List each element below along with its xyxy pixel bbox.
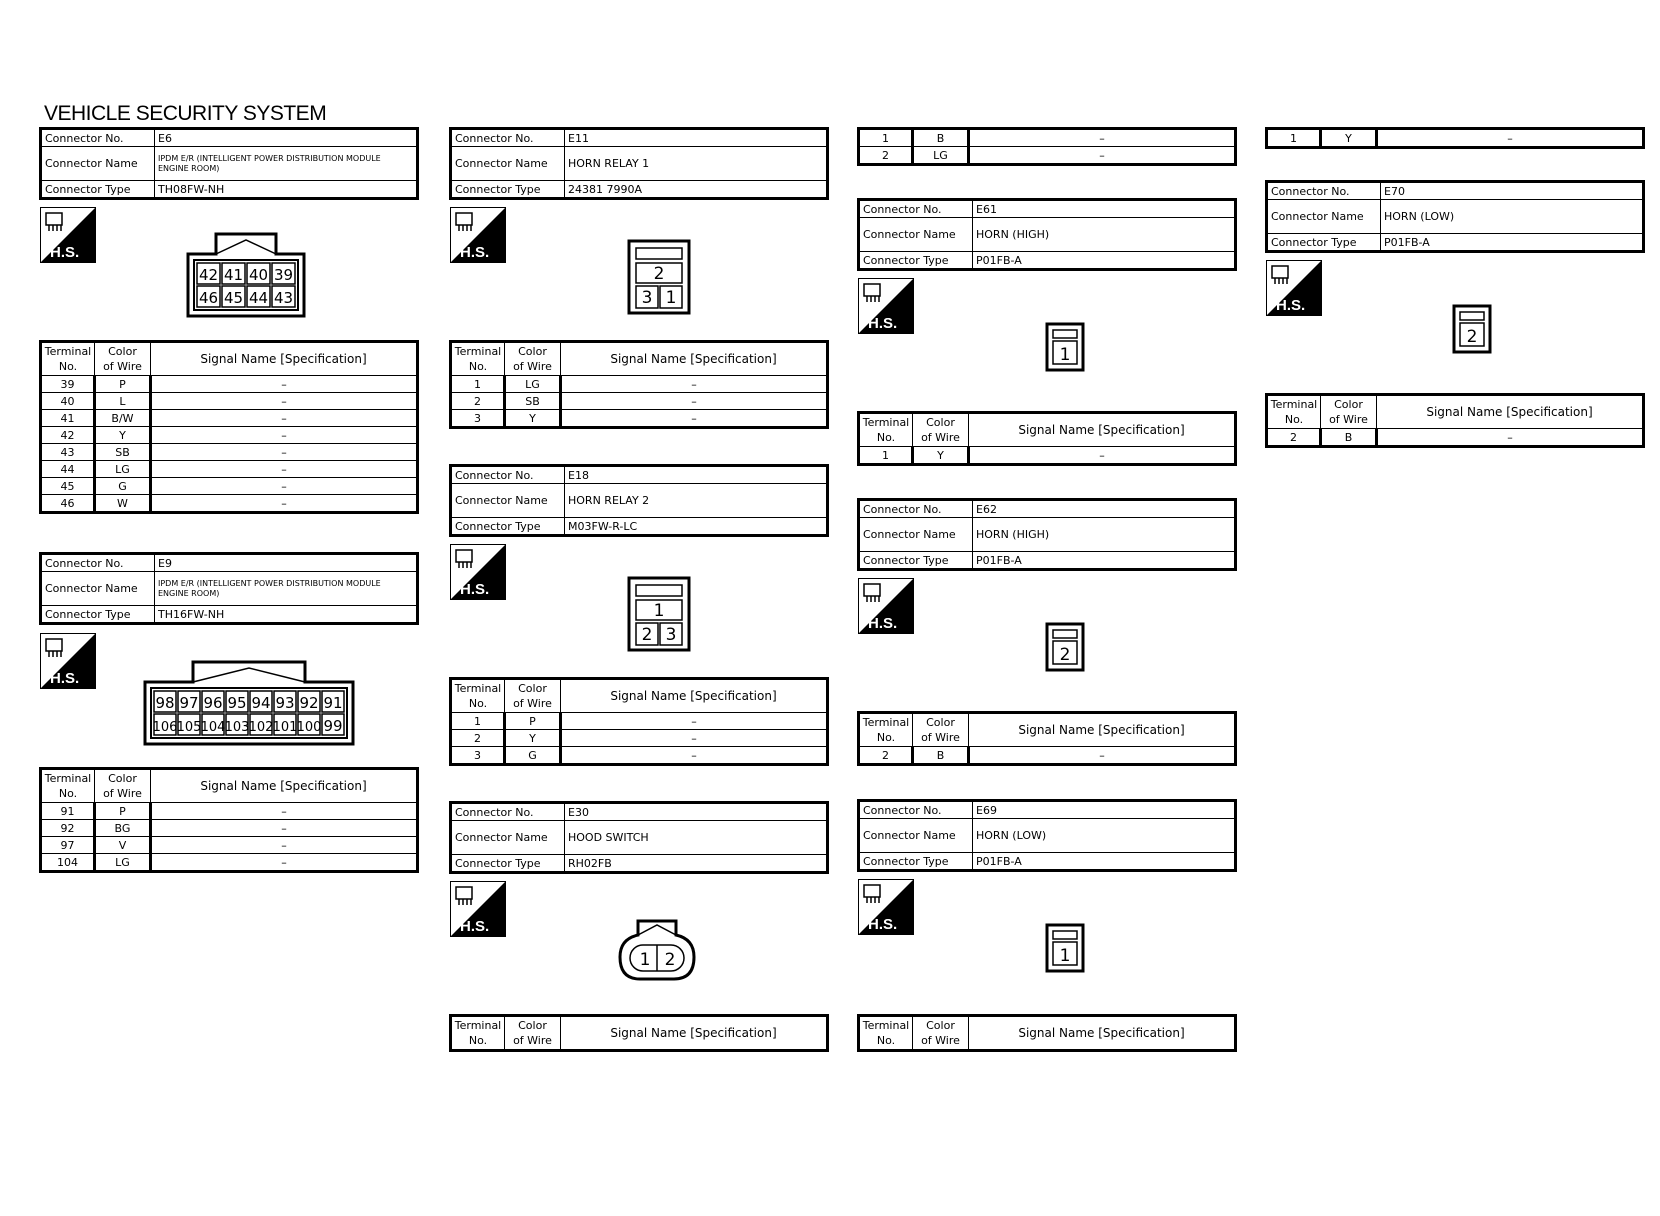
- terminal-cell: 104: [41, 854, 95, 872]
- color-cell: LG: [913, 147, 969, 165]
- signal-cell: –: [1377, 129, 1644, 148]
- terminal-cell: 3: [451, 747, 505, 765]
- terminal-cell: 1: [1267, 129, 1321, 148]
- connector-info-e61: Connector No. E61 Connector Name HORN (HIGH) Connector Type P01FB-A: [857, 198, 1237, 271]
- pin-number: 101: [272, 720, 298, 735]
- connector-info-e69: Connector No. E69 Connector Name HORN (LOW) Connector Type P01FB-A: [857, 799, 1237, 872]
- table-row: [451, 410, 828, 428]
- color-cell: B: [913, 129, 969, 147]
- connector-type-value: TH08FW-NH: [155, 181, 418, 199]
- terminal-cell: 1: [451, 713, 505, 730]
- terminal-table-e70: Terminal No. Color of Wire Signal Name [Specification] 2 B –: [1265, 393, 1645, 448]
- pin-number: 93: [275, 694, 295, 712]
- color-cell: Y: [913, 447, 969, 465]
- svg-text:H.S.: H.S.: [460, 581, 490, 598]
- terminal-table-e18: Terminal No. Color of Wire Signal Name [Specification] 1 P – 2 Y – 3 G –: [449, 677, 829, 766]
- table-row: [859, 747, 1236, 765]
- pin-number: 46: [198, 289, 219, 307]
- color-cell: P: [95, 803, 151, 820]
- color-cell: SB: [95, 444, 151, 461]
- svg-text:H.S.: H.S.: [868, 615, 898, 632]
- pin-number: 44: [248, 289, 269, 307]
- signal-cell: –: [561, 747, 828, 765]
- connector-face-e6: [186, 232, 306, 322]
- color-cell: Y: [505, 730, 561, 747]
- table-row: [451, 747, 828, 765]
- svg-text:2: 2: [664, 950, 676, 970]
- table-row: [859, 447, 1236, 465]
- terminal-table-e69: Terminal No. Color of Wire Signal Name [Specification]: [857, 1014, 1237, 1052]
- table-row: [451, 730, 828, 747]
- harness-side-icon: [858, 278, 914, 334]
- harness-side-icon: [858, 879, 914, 935]
- color-cell: Y: [505, 410, 561, 428]
- pin-number: 102: [248, 720, 274, 735]
- terminal-table-e6: Terminal No. Color of Wire Signal Name [Specification] 39 P – 40 L – 41 B/W – 42 Y – 43 SB – 44 LG – 45 G – 46 W –: [39, 340, 419, 514]
- pin-number: 97: [179, 694, 199, 712]
- harness-side-icon: [450, 207, 506, 263]
- terminal-cell: 44: [41, 461, 95, 478]
- signal-cell: –: [969, 447, 1236, 465]
- signal-cell: –: [151, 444, 418, 461]
- connector-face-e70: [1452, 304, 1492, 358]
- pin-number: 104: [200, 720, 226, 735]
- table-row: [1267, 429, 1644, 447]
- signal-cell: –: [151, 837, 418, 854]
- color-cell: G: [95, 478, 151, 495]
- terminal-table-e30: Terminal No. Color of Wire Signal Name [Specification]: [449, 1014, 829, 1052]
- harness-side-icon: [1266, 260, 1322, 316]
- terminal-cell: 45: [41, 478, 95, 495]
- svg-text:1: 1: [665, 288, 677, 308]
- svg-text:1: 1: [1059, 345, 1071, 365]
- table-row: [41, 495, 418, 513]
- color-cell: LG: [95, 461, 151, 478]
- svg-text:1: 1: [653, 601, 665, 621]
- signal-cell: –: [1377, 429, 1644, 447]
- terminal-cell: 97: [41, 837, 95, 854]
- svg-text:2: 2: [653, 264, 665, 284]
- svg-text:2: 2: [1466, 327, 1478, 347]
- connector-name-label: Connector Name: [41, 147, 155, 181]
- signal-cell: –: [561, 376, 828, 393]
- color-cell: L: [95, 393, 151, 410]
- signal-cell: –: [561, 410, 828, 428]
- terminal-cell: 2: [859, 747, 913, 765]
- color-cell: LG: [95, 854, 151, 872]
- svg-text:3: 3: [641, 288, 653, 308]
- svg-text:1: 1: [639, 950, 651, 970]
- connector-info-e30: Connector No. E30 Connector Name HOOD SWITCH Connector Type RH02FB: [449, 801, 829, 874]
- connector-face-e11: [627, 239, 691, 319]
- signal-cell: –: [151, 854, 418, 872]
- pin-number: 103: [224, 720, 250, 735]
- color-cell: W: [95, 495, 151, 513]
- color-cell: P: [505, 713, 561, 730]
- svg-text:H.S.: H.S.: [1276, 297, 1306, 314]
- pin-number: 92: [299, 694, 319, 712]
- terminal-cell: 2: [451, 393, 505, 410]
- connector-info-e18: Connector No. E18 Connector Name HORN RELAY 2 Connector Type M03FW-R-LC: [449, 464, 829, 537]
- signal-cell: –: [151, 393, 418, 410]
- signal-cell: –: [969, 747, 1236, 765]
- terminal-cell: 40: [41, 393, 95, 410]
- connector-info-e6: [39, 127, 419, 200]
- terminal-cell: 91: [41, 803, 95, 820]
- pin-number: 45: [223, 289, 244, 307]
- pin-number: 100: [296, 720, 322, 735]
- connector-face-e61: [1045, 322, 1085, 376]
- table-row: [859, 147, 1236, 165]
- pin-number: 96: [203, 694, 223, 712]
- color-cell: SB: [505, 393, 561, 410]
- color-cell: Y: [1321, 129, 1377, 148]
- table-row: [41, 461, 418, 478]
- color-cell: B: [913, 747, 969, 765]
- connector-info-e9: Connector No. E9 Connector Name IPDM E/R (INTELLIGENT POWER DISTRIBUTION MODULE ENGINE ROOM) Connector Type TH16FW-NH: [39, 552, 419, 625]
- terminal-cell: 3: [451, 410, 505, 428]
- connector-face-e18: [627, 576, 691, 656]
- table-row: [41, 478, 418, 495]
- table-row: [859, 129, 1236, 147]
- table-row: [451, 376, 828, 393]
- svg-text:H.S.: H.S.: [460, 244, 490, 261]
- terminal-cell: 2: [1267, 429, 1321, 447]
- harness-side-icon: [40, 207, 96, 263]
- terminal-cell: 46: [41, 495, 95, 513]
- terminal-cell: 42: [41, 427, 95, 444]
- connector-info-e70: Connector No. E70 Connector Name HORN (LOW) Connector Type P01FB-A: [1265, 180, 1645, 253]
- terminal-table-e11: Terminal No. Color of Wire Signal Name [Specification] 1 LG – 2 SB – 3 Y –: [449, 340, 829, 429]
- connector-name-value: IPDM E/R (INTELLIGENT POWER DISTRIBUTION MODULE ENGINE ROOM): [155, 147, 418, 181]
- svg-text:H.S.: H.S.: [868, 916, 898, 933]
- connector-type-label: Connector Type: [41, 181, 155, 199]
- signal-cell: –: [151, 478, 418, 495]
- signal-cell: –: [969, 129, 1236, 147]
- signal-cell: –: [561, 730, 828, 747]
- svg-text:H.S.: H.S.: [868, 315, 898, 332]
- connector-face-e69: [1045, 923, 1085, 977]
- svg-text:H.S.: H.S.: [50, 670, 80, 687]
- connector-no-label: Connector No.: [41, 129, 155, 147]
- table-row: [41, 393, 418, 410]
- terminal-cell: 1: [451, 376, 505, 393]
- color-cell: G: [505, 747, 561, 765]
- color-cell: LG: [505, 376, 561, 393]
- terminal-cell: 1: [859, 129, 913, 147]
- table-row: [41, 427, 418, 444]
- page-title: VEHICLE SECURITY SYSTEM: [44, 102, 327, 125]
- signal-cell: –: [151, 376, 418, 393]
- connector-info-e62: Connector No. E62 Connector Name HORN (HIGH) Connector Type P01FB-A: [857, 498, 1237, 571]
- color-cell: Y: [95, 427, 151, 444]
- pin-number: 41: [223, 266, 244, 284]
- svg-text:H.S.: H.S.: [460, 918, 490, 935]
- table-row: [41, 803, 418, 820]
- harness-side-icon: [450, 881, 506, 937]
- pin-number: 95: [227, 694, 247, 712]
- pin-number: 98: [155, 694, 175, 712]
- signal-cell: –: [969, 147, 1236, 165]
- signal-cell: –: [561, 393, 828, 410]
- connector-face-e30: [618, 919, 696, 985]
- terminal-table-continued: [1265, 127, 1645, 149]
- color-cell: V: [95, 837, 151, 854]
- harness-side-icon: [40, 633, 96, 689]
- pin-number: 43: [273, 289, 294, 307]
- connector-no-value: E6: [155, 129, 418, 147]
- signal-cell: –: [151, 803, 418, 820]
- harness-side-icon: [450, 544, 506, 600]
- svg-text:2: 2: [641, 625, 653, 645]
- table-row: [41, 410, 418, 427]
- table-row: [451, 393, 828, 410]
- pin-number: 99: [323, 717, 343, 735]
- harness-side-icon: [858, 578, 914, 634]
- svg-text:1: 1: [1059, 946, 1071, 966]
- table-row: [41, 444, 418, 461]
- connector-face-e62: [1045, 622, 1085, 676]
- terminal-table-e9: Terminal No. Color of Wire Signal Name [Specification] 91 P – 92 BG – 97 V – 104 LG –: [39, 767, 419, 873]
- table-row: [41, 820, 418, 837]
- svg-text:H.S.: H.S.: [50, 244, 80, 261]
- connector-info-e11: Connector No. E11 Connector Name HORN RELAY 1 Connector Type 24381 7990A: [449, 127, 829, 200]
- signal-cell: –: [151, 427, 418, 444]
- table-row: [1267, 129, 1644, 148]
- pin-number: 42: [198, 266, 219, 284]
- terminal-cell: 41: [41, 410, 95, 427]
- color-cell: P: [95, 376, 151, 393]
- signal-cell: –: [151, 461, 418, 478]
- terminal-cell: 2: [451, 730, 505, 747]
- connector-face-e9: [143, 660, 355, 750]
- pin-number: 39: [273, 266, 294, 284]
- table-row: [41, 854, 418, 872]
- terminal-table-e62: Terminal No. Color of Wire Signal Name [Specification] 2 B –: [857, 711, 1237, 766]
- signal-cell: –: [151, 820, 418, 837]
- svg-text:2: 2: [1059, 645, 1071, 665]
- color-cell: BG: [95, 820, 151, 837]
- terminal-table-continued: [857, 127, 1237, 166]
- pin-number: 94: [251, 694, 271, 712]
- pin-number: 40: [248, 266, 269, 284]
- signal-cell: –: [151, 495, 418, 513]
- color-cell: B/W: [95, 410, 151, 427]
- pin-number: 105: [176, 720, 202, 735]
- table-row: [41, 837, 418, 854]
- terminal-cell: 1: [859, 447, 913, 465]
- terminal-cell: 43: [41, 444, 95, 461]
- terminal-cell: 92: [41, 820, 95, 837]
- terminal-cell: 2: [859, 147, 913, 165]
- color-cell: B: [1321, 429, 1377, 447]
- table-row: [41, 376, 418, 393]
- pin-number: 106: [152, 720, 178, 735]
- table-row: [451, 713, 828, 730]
- signal-cell: –: [561, 713, 828, 730]
- svg-text:3: 3: [665, 625, 677, 645]
- terminal-table-e61: Terminal No. Color of Wire Signal Name [Specification] 1 Y –: [857, 411, 1237, 466]
- pin-number: 91: [323, 694, 343, 712]
- signal-cell: –: [151, 410, 418, 427]
- terminal-cell: 39: [41, 376, 95, 393]
